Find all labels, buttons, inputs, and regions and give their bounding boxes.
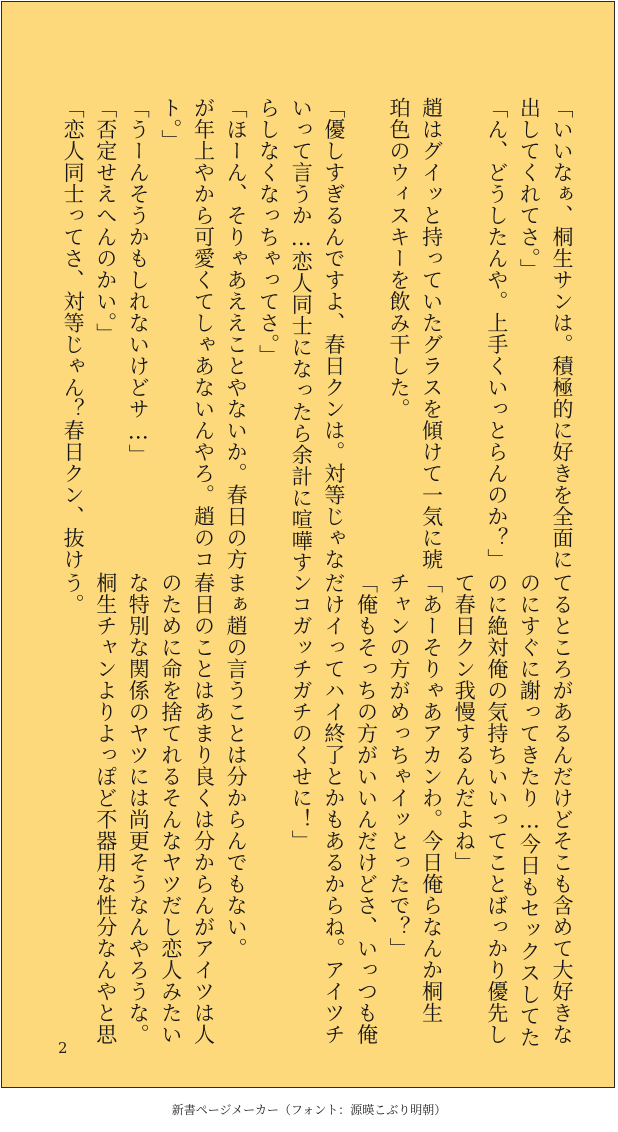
text-column-block-top xyxy=(61,97,578,573)
text-line: 「優しすぎるんですよ、春日クンは。対等じゃな xyxy=(321,97,346,570)
text-line: ト。」 xyxy=(158,97,183,151)
text-line: 「うーんそうかもしれないけどサ…」 xyxy=(126,97,151,466)
text-line: が年上やから可愛くてしゃあないんやろ。趙のコ xyxy=(191,97,216,570)
text-line: だけイってハイ終了とかもあるからね。アイツチ xyxy=(321,572,346,1045)
text-line: 春日のことはあまり良くは分からんがアイツは人 xyxy=(191,572,216,1045)
text-line: 「あーそりゃあアカンわ。今日俺らなんか桐生 xyxy=(419,572,444,1024)
text-line: て春日クン我慢するんだよね」 xyxy=(452,572,477,873)
text-line: 「ほーん、そりゃあええことやないか。春日の方 xyxy=(224,97,249,570)
text-line: チャンの方がめっちゃイッとったで？」 xyxy=(387,572,412,959)
text-line: 出してくれてさ。」 xyxy=(517,97,542,280)
text-line xyxy=(252,572,285,1012)
page-number: 2 xyxy=(58,1039,68,1057)
text-line: 「恋人同士ってさ、対等じゃん？春日クン、抜け xyxy=(61,97,86,570)
text-line xyxy=(448,97,481,537)
text-line: のために命を捨てれるそんなヤツだし恋人みたい xyxy=(158,572,183,1045)
text-line: な特別な関係のヤツには尚更そうなんやろうな。 xyxy=(126,572,151,1045)
text-line xyxy=(350,97,383,537)
text-line: ンコガッチガチのくせに！」 xyxy=(289,572,314,852)
text-line: 「否定せえへんのかい。」 xyxy=(93,97,118,345)
text-line: いって言うか…恋人同士になったら余計に喧嘩す xyxy=(289,97,314,573)
text-line: う。 xyxy=(61,572,86,615)
text-column-block-bottom xyxy=(61,572,578,1048)
text-line: 「俺もそっちの方がいいんだけどさ、いっつも俺 xyxy=(354,572,379,1045)
text-line: らしなくなっちゃってさ。」 xyxy=(256,97,281,366)
footer-credit: 新書ページメーカー（フォント：源暎こぶり明朝） xyxy=(171,1103,447,1117)
text-line: 珀色のウィスキーを飲み干した。 xyxy=(387,97,412,420)
text-line: 「ん、どうしたんや。上手くいっとらんのか？」 xyxy=(484,97,509,570)
text-line: まぁ趙の言うことは分からんでもない。 xyxy=(224,572,249,959)
text-line: のにすぐに謝ってきたり…今日もセックスしてた xyxy=(517,572,542,1048)
text-line: のに絶対俺の気持ちいいってことばっかり優先し xyxy=(484,572,509,1045)
text-line: てるところがあるんだけどそこも含めて大好きな xyxy=(550,572,574,1045)
text-line: 趙はグイッと持っていたグラスを傾けて一気に琥 xyxy=(419,97,444,570)
text-line: 桐生チャンよりよっぽど不器用な性分なんやと思 xyxy=(93,572,118,1045)
manuscript-page xyxy=(1,1,615,1088)
text-line: 「いいなぁ、桐生サンは。積極的に好きを全面に xyxy=(550,97,574,570)
